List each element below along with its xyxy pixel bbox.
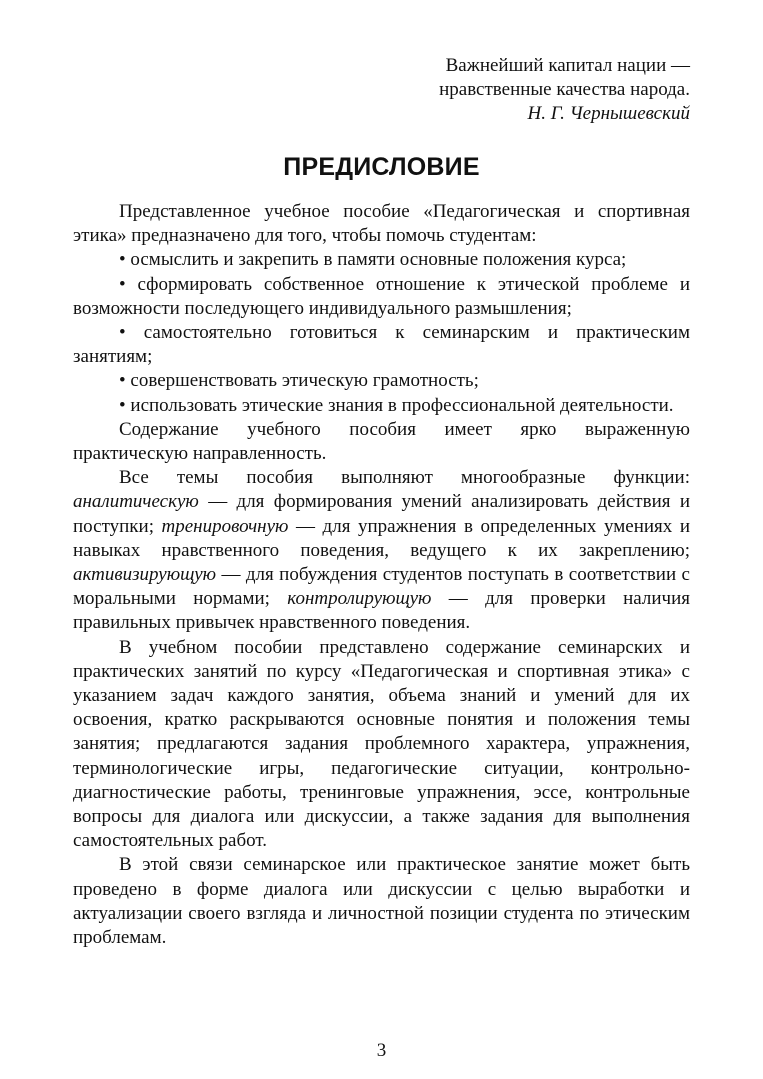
function-term-controlling: контролирующую bbox=[287, 588, 432, 610]
function-desc-training: — для упражнения в определенных умениях и навыках нравственного поведения, ведущего к их закреплению; bbox=[73, 515, 690, 561]
function-desc-analytical: — для формирования умений анализировать действия и поступки; bbox=[73, 491, 690, 537]
goal-item: • использовать этические знания в профессиональной деятельности. bbox=[119, 394, 674, 416]
intro-paragraph: Представленное учебное пособие «Педагогическая и спортивная этика» предназначено для того, чтобы помочь студентам: bbox=[73, 201, 690, 247]
goal-item: • самостоятельно готовиться к семинарским и практическим занятиям; bbox=[73, 322, 690, 368]
functions-paragraph bbox=[73, 466, 690, 635]
body-text bbox=[73, 200, 690, 950]
form-paragraph: В этой связи семинарское или практическое занятие может быть проведено в форме диалога или дискуссии с целью выработки и актуализации своего взгляда и личностной позиции студента по этическим проблемам. bbox=[73, 854, 690, 949]
function-desc-controlling: — для проверки наличия правильных привычек нравственного поведения. bbox=[73, 588, 690, 634]
goal-item: • осмыслить и закрепить в памяти основные положения курса; bbox=[119, 249, 627, 271]
goals-list bbox=[73, 248, 690, 417]
page-title: ПРЕДИСЛОВИЕ bbox=[283, 153, 480, 181]
functions-lead: Все темы пособия выполняют многообразные функции: bbox=[119, 467, 690, 489]
page-content bbox=[73, 54, 690, 950]
function-term-training: тренировочную bbox=[161, 515, 289, 537]
function-term-analytical: аналитическую bbox=[73, 491, 199, 513]
function-term-activating: активизирующую bbox=[73, 564, 217, 586]
function-desc-activating: — для побуждения студентов поступать в соответствии с моральными нормами; bbox=[73, 564, 690, 610]
goal-item: • совершенствовать этическую грамотность; bbox=[119, 370, 479, 392]
page-number: 3 bbox=[376, 1040, 387, 1061]
practical-paragraph: Содержание учебного пособия имеет ярко выраженную практическую направленность. bbox=[73, 418, 690, 465]
content-paragraph: В учебном пособии представлено содержание семинарских и практических занятий по курсу «Педагогическая и спортивная этика» с указанием задач каждого занятия, объема знаний и умений для их освоения, кратко раскрываются основные понятия и положения темы занятия; предлагаются задания проблемного характера, упражнения, терминологические игры, педагогические ситуации, контрольно-диагностические работы, тренинговые упражнения, эссе, контрольные вопросы для диалога или дискуссии, а также задания для выполнения самостоятельных работ. bbox=[73, 636, 690, 852]
epigraph bbox=[73, 54, 690, 126]
epigraph-author: Н. Г. Чернышевский bbox=[527, 103, 690, 124]
epigraph-line-1: Важнейший капитал нации — bbox=[445, 55, 690, 76]
epigraph-line-2: нравственные качества народа. bbox=[439, 79, 690, 100]
goal-item: • сформировать собственное отношение к этической проблеме и возможности последующего индивидуального размышления; bbox=[73, 273, 690, 319]
